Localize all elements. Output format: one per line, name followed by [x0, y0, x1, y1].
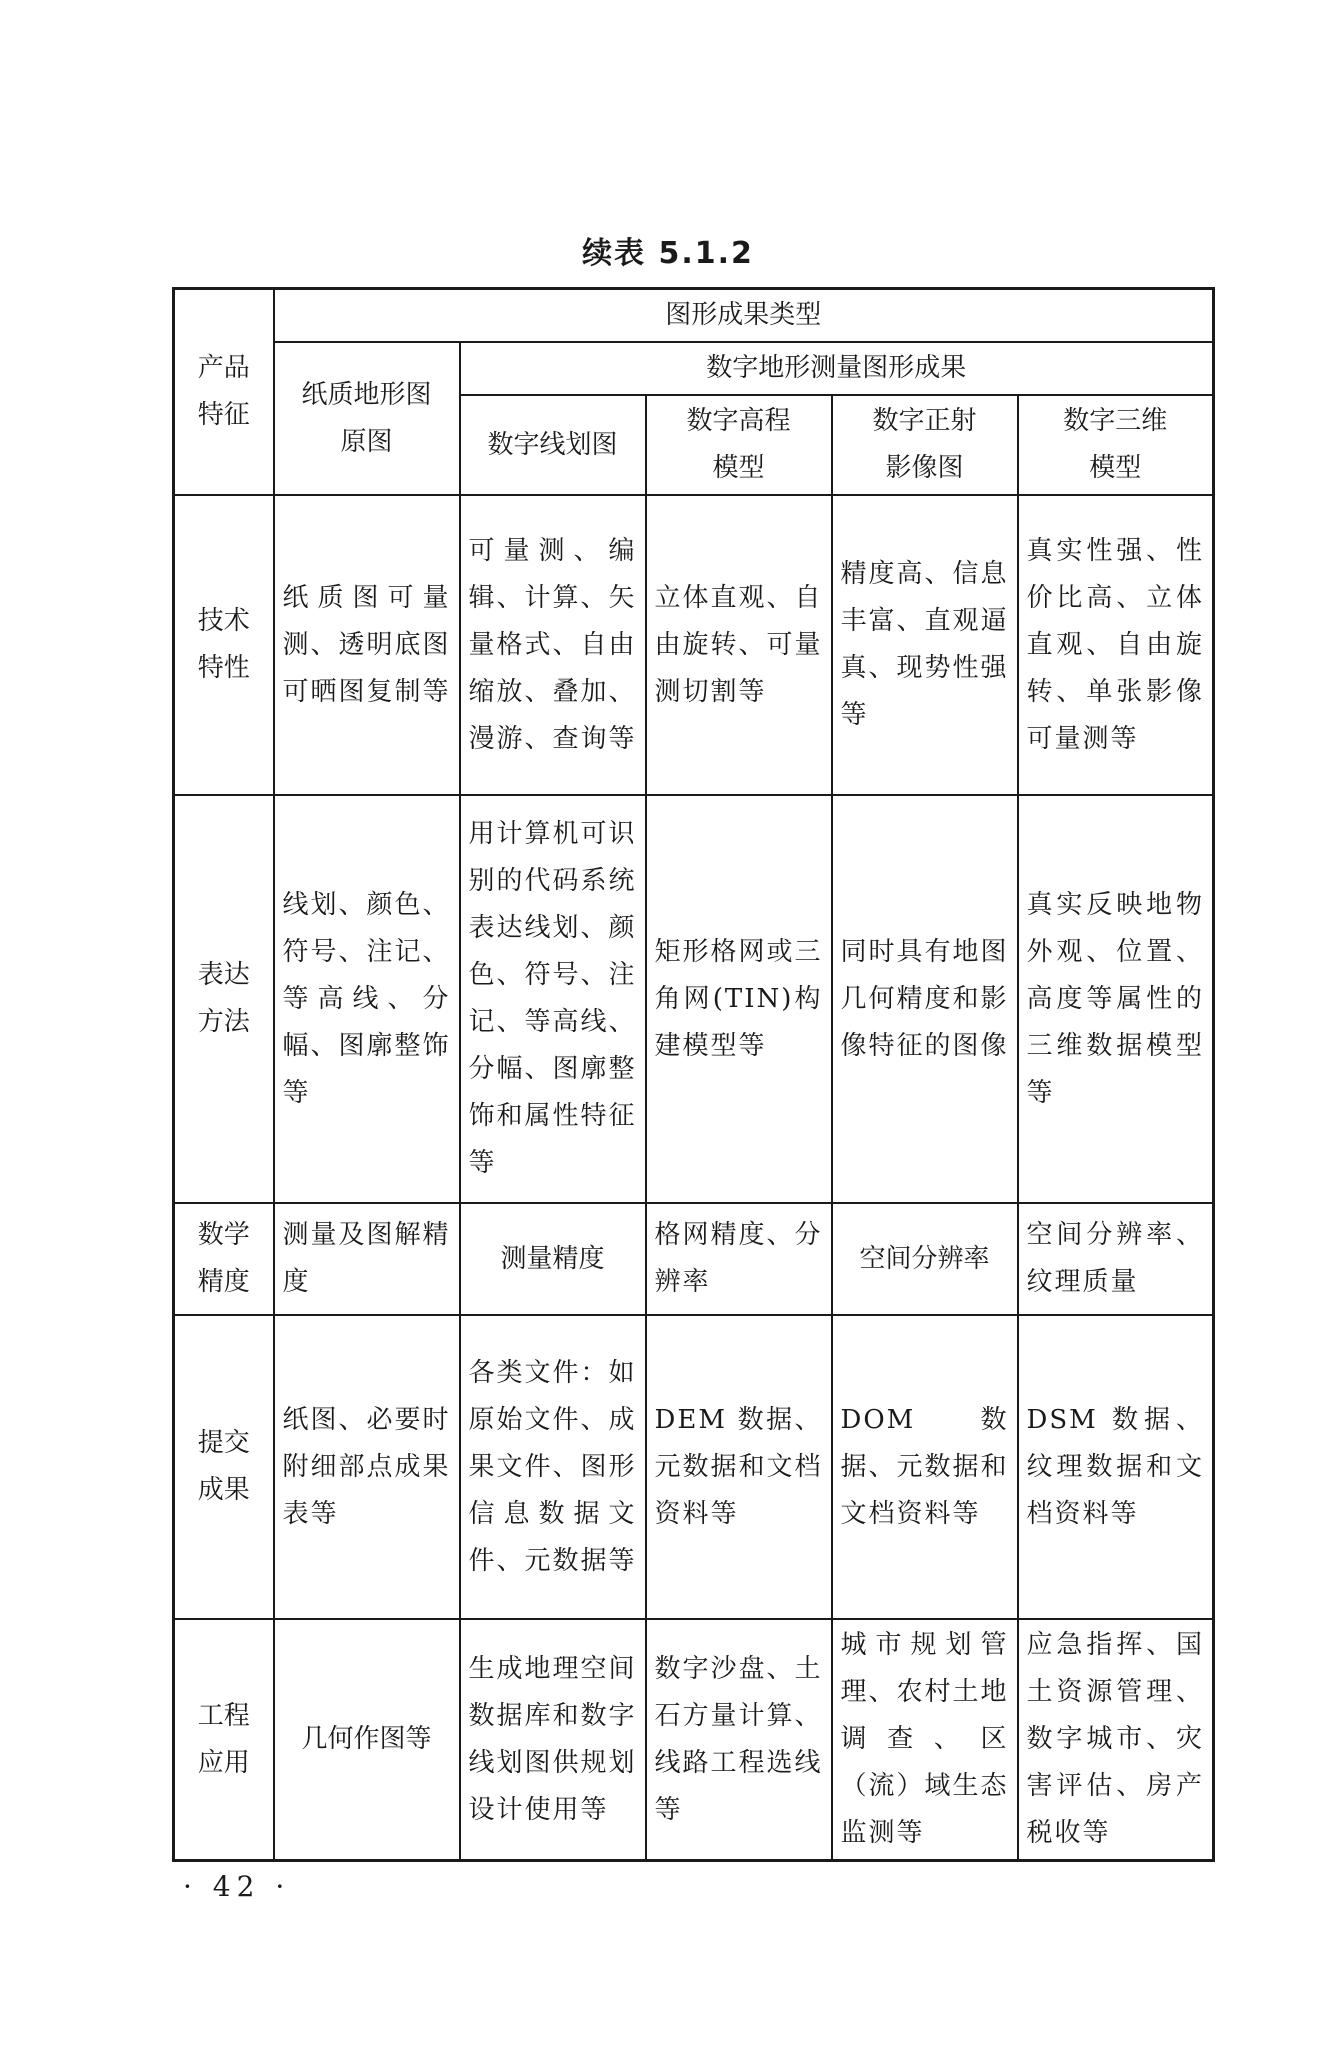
row-label-text: 数学 精度 [197, 1220, 250, 1297]
table-cell: DOM 数据、元数据和文档资料等 [832, 1315, 1018, 1619]
table-cell: 真实性强、性价比高、立体直观、自由旋转、单张影像可量测等 [1018, 495, 1214, 795]
table-cell: DSM 数据、纹理数据和文档资料等 [1018, 1315, 1214, 1619]
dlg-header [460, 395, 646, 495]
table-cell: 可量测、编辑、计算、矢量格式、自由缩放、叠加、漫游、查询等 [460, 495, 646, 795]
row-label [174, 1203, 274, 1315]
table-cell: 纸图、必要时附细部点成果表等 [274, 1315, 460, 1619]
table-cell: 格网精度、分辨率 [646, 1203, 832, 1315]
table-cell: 几何作图等 [274, 1619, 460, 1861]
row-label-text: 工程 应用 [197, 1700, 250, 1778]
table-row [174, 795, 1214, 1203]
header-row-1 [174, 289, 1214, 343]
table-cell: 空间分辨率、纹理质量 [1018, 1203, 1214, 1315]
product-spec-table [172, 287, 1215, 1862]
row-label-text: 提交 成果 [197, 1428, 250, 1505]
dem-header [646, 395, 832, 495]
dom-header [832, 395, 1018, 495]
header-row-2 [174, 342, 1214, 395]
table-cell: 测量精度 [460, 1203, 646, 1315]
page-number: · 42 · [183, 1870, 291, 1903]
table-cell: DEM 数据、元数据和文档资料等 [646, 1315, 832, 1619]
table-cell: 同时具有地图几何精度和影像特征的图像 [832, 795, 1018, 1203]
d3d-header-text: 数字三维 模型 [1063, 406, 1168, 483]
table-cell: 生成地理空间数据库和数字线划图供规划设计使用等 [460, 1619, 646, 1861]
table-cell: 空间分辨率 [832, 1203, 1018, 1315]
table-row [174, 1619, 1214, 1861]
table-cell: 线划、颜色、符号、注记、等高线、分幅、图廓整饰等 [274, 795, 460, 1203]
table-cell: 用计算机可识别的代码系统表达线划、颜色、符号、注记、等高线、分幅、图廓整饰和属性特征等 [460, 795, 646, 1203]
paper-map-header-text: 纸质地形图 原图 [301, 379, 432, 457]
table-row [174, 495, 1214, 795]
table-cell: 数字沙盘、土石方量计算、线路工程选线等 [646, 1619, 832, 1861]
dem-header-text: 数字高程 模型 [686, 406, 791, 483]
row-label [174, 495, 274, 795]
d3d-header [1018, 395, 1214, 495]
table-caption: 续表 5.1.2 [582, 236, 754, 271]
digital-group-header: 数字地形测量图形成果 [460, 342, 1214, 395]
paper-map-header [274, 342, 460, 495]
table-cell: 纸质图可量测、透明底图可晒图复制等 [274, 495, 460, 795]
table-cell: 测量及图解精度 [274, 1203, 460, 1315]
table-cell: 真实反映地物外观、位置、高度等属性的三维数据模型等 [1018, 795, 1214, 1203]
corner-header-text: 产品 特征 [197, 353, 250, 430]
corner-header [174, 289, 274, 496]
table-cell: 城市规划管理、农村土地调查、区（流）域生态监测等 [832, 1619, 1018, 1861]
row-label [174, 795, 274, 1203]
table-cell: 应急指挥、国土资源管理、数字城市、灾害评估、房产税收等 [1018, 1619, 1214, 1861]
table-row [174, 1203, 1214, 1315]
group-title-cell: 图形成果类型 [274, 289, 1214, 343]
table-cell: 立体直观、自由旋转、可量测切割等 [646, 495, 832, 795]
table-cell: 精度高、信息丰富、直观逼真、现势性强等 [832, 495, 1018, 795]
table-cell: 矩形格网或三角网(TIN)构建模型等 [646, 795, 832, 1203]
dom-header-text: 数字正射 影像图 [872, 406, 977, 483]
table-row [174, 1315, 1214, 1619]
table-cell: 各类文件：如原始文件、成果文件、图形信息数据文件、元数据等 [460, 1315, 646, 1619]
row-label [174, 1619, 274, 1861]
row-label [174, 1315, 274, 1619]
row-label-text: 技术 特性 [197, 606, 250, 683]
row-label-text: 表达 方法 [197, 960, 250, 1037]
dlg-header-text: 数字线划图 [487, 429, 618, 460]
